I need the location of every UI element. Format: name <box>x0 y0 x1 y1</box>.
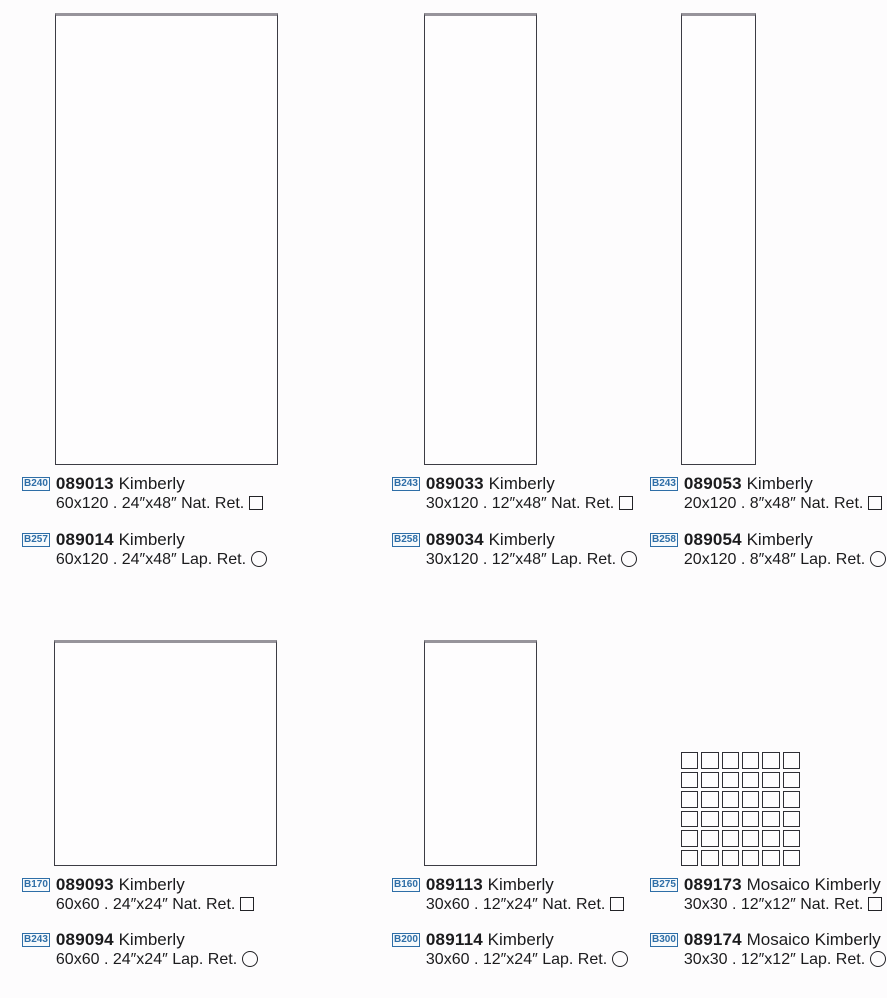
product-spec: 30x30 . 12″x12″ Lap. Ret. <box>684 950 886 969</box>
mosaic-cell <box>783 752 800 769</box>
mosaic-cell <box>783 791 800 808</box>
price-code-badge: B243 <box>652 478 676 489</box>
mosaic-cell <box>681 772 698 789</box>
product-spec: 30x30 . 12″x12″ Nat. Ret. <box>684 895 882 914</box>
product-name: Kimberly <box>746 530 813 549</box>
mosaic-cell <box>783 850 800 867</box>
mosaic-cell <box>722 811 739 828</box>
product-spec: 20x120 . 8″x48″ Nat. Ret. <box>684 494 882 513</box>
price-code-badge: B170 <box>24 879 48 890</box>
nat-finish-icon <box>610 897 624 911</box>
product-code: 089113 <box>425 875 483 894</box>
product-entry <box>392 530 637 569</box>
product-spec: 30x60 . 12″x24″ Lap. Ret. <box>426 950 628 969</box>
mosaic-cell <box>742 772 759 789</box>
mosaic-cell <box>762 850 779 867</box>
product-code: 089114 <box>425 930 483 949</box>
mosaic-cell <box>701 830 718 847</box>
mosaic-cell <box>742 791 759 808</box>
mosaic-cell <box>681 791 698 808</box>
price-code-badge: B243 <box>24 934 48 945</box>
nat-finish-icon <box>868 897 882 911</box>
product-name: Kimberly <box>118 930 185 949</box>
product-code: 089014 <box>55 530 114 549</box>
mosaic-cell <box>762 791 779 808</box>
mosaic-cell <box>701 752 718 769</box>
tile-preview-30x60 <box>424 640 537 866</box>
product-code: 089053 <box>683 474 742 493</box>
product-title <box>56 875 254 894</box>
product-name: Kimberly <box>488 474 555 493</box>
price-code-badge: B258 <box>652 534 676 545</box>
lap-finish-icon <box>251 551 267 567</box>
product-spec: 60x60 . 24″x24″ Lap. Ret. <box>56 950 258 969</box>
nat-finish-icon <box>240 897 254 911</box>
product-code: 089013 <box>55 474 114 493</box>
product-code: 089094 <box>55 930 114 949</box>
mosaic-cell <box>701 772 718 789</box>
mosaic-cell <box>722 752 739 769</box>
price-code-badge: B300 <box>652 934 676 945</box>
mosaic-cell <box>783 830 800 847</box>
product-title <box>56 930 258 949</box>
product-title <box>426 930 628 949</box>
mosaic-cell <box>722 850 739 867</box>
mosaic-cell <box>742 811 759 828</box>
product-title <box>56 474 263 493</box>
mosaic-cell <box>722 772 739 789</box>
product-entry <box>392 875 624 914</box>
product-title <box>426 875 624 894</box>
product-spec: 30x60 . 12″x24″ Nat. Ret. <box>426 895 624 914</box>
product-title <box>684 474 882 493</box>
mosaic-cell <box>762 811 779 828</box>
product-entry <box>392 930 628 969</box>
product-name: Kimberly <box>118 530 185 549</box>
product-spec: 60x60 . 24″x24″ Nat. Ret. <box>56 895 254 914</box>
product-entry <box>650 930 886 969</box>
mosaic-cell <box>681 752 698 769</box>
product-entry <box>650 875 882 914</box>
mosaic-cell <box>762 830 779 847</box>
mosaic-cell <box>783 811 800 828</box>
product-spec: 60x120 . 24″x48″ Nat. Ret. <box>56 494 263 513</box>
price-code-badge: B160 <box>394 879 418 890</box>
price-code-badge: B200 <box>394 934 418 945</box>
tile-preview-30x120 <box>424 13 537 465</box>
mosaic-cell <box>722 791 739 808</box>
lap-finish-icon <box>621 551 637 567</box>
product-name: Mosaico Kimberly <box>746 875 881 894</box>
mosaic-cell <box>701 850 718 867</box>
product-title <box>684 530 886 549</box>
product-code: 089173 <box>683 875 742 894</box>
product-spec: 20x120 . 8″x48″ Lap. Ret. <box>684 550 886 569</box>
product-name: Kimberly <box>118 875 185 894</box>
product-entry <box>650 474 882 513</box>
product-code: 089174 <box>683 930 742 949</box>
product-name: Mosaico Kimberly <box>746 930 881 949</box>
product-entry <box>22 930 258 969</box>
nat-finish-icon <box>868 496 882 510</box>
mosaic-cell <box>762 752 779 769</box>
product-spec: 60x120 . 24″x48″ Lap. Ret. <box>56 550 267 569</box>
product-code: 089034 <box>425 530 484 549</box>
product-name: Kimberly <box>118 474 185 493</box>
product-code: 089033 <box>425 474 484 493</box>
product-name: Kimberly <box>746 474 813 493</box>
product-title <box>684 930 886 949</box>
product-name: Kimberly <box>487 930 554 949</box>
price-code-badge: B243 <box>394 478 418 489</box>
product-entry <box>22 474 263 513</box>
product-code: 089054 <box>683 530 742 549</box>
mosaic-cell <box>681 830 698 847</box>
lap-finish-icon <box>870 951 886 967</box>
product-entry <box>392 474 633 513</box>
nat-finish-icon <box>249 496 263 510</box>
product-name: Kimberly <box>488 530 555 549</box>
product-title <box>684 875 882 894</box>
tile-preview-60x60 <box>54 640 277 866</box>
mosaic-cell <box>742 752 759 769</box>
lap-finish-icon <box>870 551 886 567</box>
product-name: Kimberly <box>487 875 554 894</box>
mosaic-cell <box>742 830 759 847</box>
nat-finish-icon <box>619 496 633 510</box>
price-code-badge: B275 <box>652 879 676 890</box>
mosaic-cell <box>762 772 779 789</box>
tile-preview-20x120 <box>681 13 756 465</box>
lap-finish-icon <box>612 951 628 967</box>
mosaic-cell <box>681 850 698 867</box>
price-code-badge: B258 <box>394 534 418 545</box>
product-spec: 30x120 . 12″x48″ Lap. Ret. <box>426 550 637 569</box>
product-spec: 30x120 . 12″x48″ Nat. Ret. <box>426 494 633 513</box>
lap-finish-icon <box>242 951 258 967</box>
mosaic-cell <box>742 850 759 867</box>
product-entry <box>22 875 254 914</box>
mosaic-cell <box>783 772 800 789</box>
price-code-badge: B257 <box>24 534 48 545</box>
mosaic-grid <box>681 752 800 866</box>
mosaic-cell <box>701 791 718 808</box>
mosaic-cell <box>701 811 718 828</box>
tile-preview-60x120 <box>55 13 278 465</box>
product-title <box>56 530 267 549</box>
product-code: 089093 <box>55 875 114 894</box>
product-entry <box>22 530 267 569</box>
product-entry <box>650 530 886 569</box>
product-title <box>426 474 633 493</box>
mosaic-cell <box>681 811 698 828</box>
price-code-badge: B240 <box>24 478 48 489</box>
mosaic-cell <box>722 830 739 847</box>
product-title <box>426 530 637 549</box>
